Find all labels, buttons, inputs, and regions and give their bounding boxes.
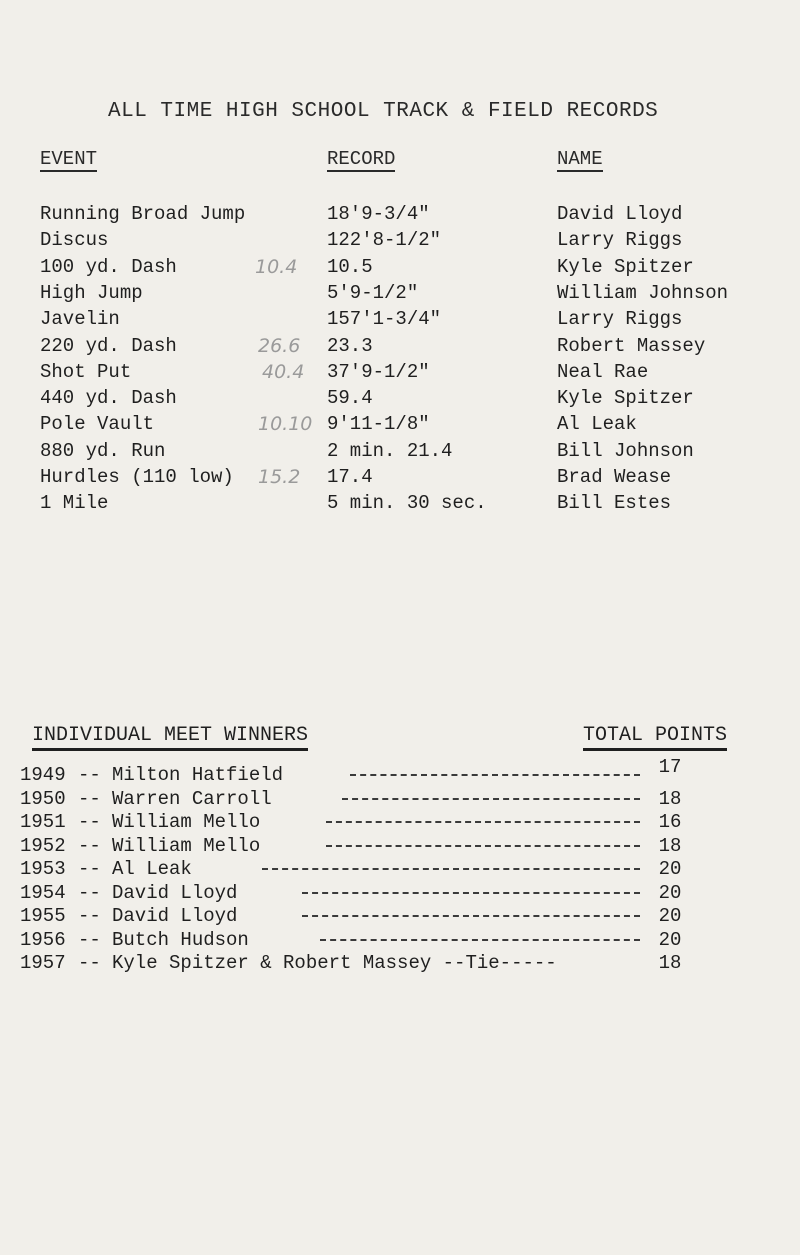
- record-event: 220 yd. Dash: [40, 334, 177, 357]
- dotted-leader: [262, 868, 640, 870]
- winner-points: 16: [658, 811, 682, 833]
- name-column-header: NAME: [557, 148, 603, 170]
- dotted-leader: [326, 845, 640, 847]
- winner-points: 18: [658, 834, 682, 857]
- winner-row: [20, 952, 557, 974]
- record-event: Javelin: [40, 308, 120, 331]
- winner-year: 1951: [20, 811, 66, 833]
- record-event: Shot Put: [40, 360, 132, 383]
- winner-name: Al Leak: [112, 858, 192, 880]
- handwritten-note: 15.2: [258, 466, 301, 488]
- record-event: Pole Vault: [40, 413, 155, 436]
- handwritten-note: 40.4: [262, 360, 305, 383]
- winner-year: 1954: [20, 881, 66, 904]
- record-holder-name: William Johnson: [557, 281, 729, 304]
- separator-dash: --: [78, 905, 101, 927]
- record-event: 100 yd. Dash: [40, 255, 177, 278]
- record-column-header: RECORD: [327, 148, 396, 170]
- winner-name: William Mello: [112, 834, 261, 857]
- dotted-leader: [342, 798, 640, 800]
- winner-row: [20, 788, 272, 810]
- winner-name: Milton Hatfield: [112, 764, 284, 786]
- separator-dash: --: [78, 881, 101, 904]
- record-value: 122'8-1/2": [327, 229, 442, 252]
- separator-dash: --: [78, 787, 101, 810]
- handwritten-note: 10.4: [255, 255, 298, 278]
- record-value: 37'9-1/2": [327, 360, 430, 383]
- winner-points: 18: [658, 787, 682, 810]
- record-holder-name: Kyle Spitzer: [557, 387, 694, 410]
- winner-points: 17: [658, 756, 682, 778]
- separator-dash: --: [78, 858, 101, 880]
- winner-points: 20: [658, 881, 682, 904]
- record-event: 440 yd. Dash: [40, 387, 177, 410]
- winner-row: [20, 835, 260, 857]
- dotted-leader: [326, 821, 640, 823]
- handwritten-note: 10.10: [258, 413, 313, 436]
- winner-points: 20: [658, 905, 682, 927]
- winner-year: 1952: [20, 834, 66, 857]
- winner-name: Butch Hudson: [112, 928, 249, 951]
- record-value: 17.4: [327, 466, 373, 488]
- record-value: 59.4: [327, 387, 373, 410]
- record-value: 2 min. 21.4: [327, 439, 453, 462]
- winner-year: 1949: [20, 764, 66, 786]
- record-event: High Jump: [40, 281, 143, 304]
- record-holder-name: Bill Johnson: [557, 439, 694, 462]
- record-holder-name: Robert Massey: [557, 334, 706, 357]
- record-value: 5'9-1/2": [327, 281, 419, 304]
- winner-row: [20, 811, 260, 833]
- dotted-leader: [350, 774, 640, 776]
- winner-year: 1956: [20, 928, 66, 951]
- separator-dash: --: [78, 952, 101, 974]
- winner-year: 1955: [20, 905, 66, 927]
- separator-dash: --: [78, 811, 101, 833]
- winner-row: [20, 882, 237, 904]
- handwritten-note: 26.6: [258, 334, 301, 357]
- record-value: 157'1-3/4": [327, 308, 442, 331]
- winner-name: Kyle Spitzer & Robert Massey --Tie-----: [112, 952, 557, 974]
- record-value: 18'9-3/4": [327, 203, 430, 225]
- record-value: 9'11-1/8": [327, 413, 430, 436]
- dotted-leader: [320, 939, 640, 941]
- winner-year: 1957: [20, 952, 66, 974]
- winner-name: William Mello: [112, 811, 261, 833]
- winner-year: 1953: [20, 858, 66, 880]
- record-holder-name: Bill Estes: [557, 492, 672, 515]
- winner-name: David Lloyd: [112, 881, 238, 904]
- winner-row: [20, 929, 249, 951]
- separator-dash: --: [78, 928, 101, 951]
- dotted-leader: [302, 915, 640, 917]
- record-value: 10.5: [327, 255, 373, 278]
- record-event: Discus: [40, 229, 109, 252]
- record-event: Hurdles (110 low): [40, 466, 234, 488]
- winner-name: David Lloyd: [112, 905, 238, 927]
- winner-row: [20, 764, 283, 786]
- winners-section-title: INDIVIDUAL MEET WINNERS: [32, 724, 308, 751]
- record-holder-name: Larry Riggs: [557, 229, 683, 252]
- record-holder-name: Al Leak: [557, 413, 637, 436]
- winner-points: 18: [658, 952, 682, 974]
- separator-dash: --: [78, 834, 101, 857]
- record-value: 23.3: [327, 334, 373, 357]
- winner-points: 20: [658, 928, 682, 951]
- points-column-header: TOTAL POINTS: [583, 724, 727, 751]
- winner-row: [20, 858, 192, 880]
- winner-year: 1950: [20, 787, 66, 810]
- event-column-header: EVENT: [40, 148, 98, 170]
- record-holder-name: Larry Riggs: [557, 308, 683, 331]
- separator-dash: --: [78, 764, 101, 786]
- record-holder-name: Brad Wease: [557, 466, 672, 488]
- record-holder-name: Neal Rae: [557, 360, 649, 383]
- record-event: 880 yd. Run: [40, 439, 166, 462]
- page-title: ALL TIME HIGH SCHOOL TRACK & FIELD RECORDS: [108, 100, 659, 123]
- record-value: 5 min. 30 sec.: [327, 492, 487, 515]
- record-event: Running Broad Jump: [40, 203, 246, 225]
- record-holder-name: Kyle Spitzer: [557, 255, 694, 278]
- winner-name: Warren Carroll: [112, 787, 272, 810]
- winner-points: 20: [658, 858, 682, 880]
- dotted-leader: [302, 892, 640, 894]
- record-event: 1 Mile: [40, 492, 109, 515]
- winner-row: [20, 905, 237, 927]
- record-holder-name: David Lloyd: [557, 203, 683, 225]
